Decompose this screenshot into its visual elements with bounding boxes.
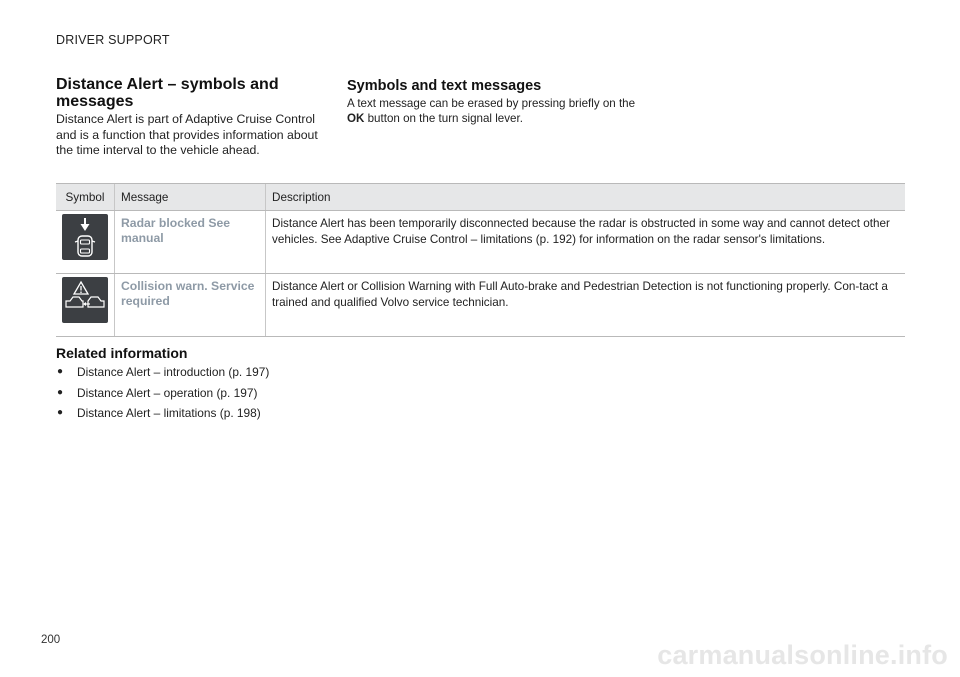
table-row xyxy=(56,211,905,274)
related-link-introduction[interactable]: Distance Alert – introduction (p. 197) xyxy=(77,365,270,379)
bullet-icon: ● xyxy=(57,366,64,377)
message-text: Radar blocked See manual xyxy=(121,216,231,245)
column-header-description: Description xyxy=(266,184,906,211)
related-heading: Related information xyxy=(56,345,188,361)
section-header: DRIVER SUPPORT xyxy=(56,33,170,47)
watermark: carmanualsonline.info xyxy=(657,640,948,670)
ok-button-label: OK xyxy=(347,112,365,125)
radar-blocked-icon xyxy=(62,214,108,260)
symbol-cell xyxy=(56,274,115,337)
symbols-text xyxy=(347,96,637,126)
list-item[interactable] xyxy=(56,362,456,383)
column-header-symbol: Symbol xyxy=(56,184,115,211)
column-header-message: Message xyxy=(115,184,266,211)
table-row xyxy=(56,274,905,337)
collision-warning-icon xyxy=(62,277,108,323)
intro-text: Distance Alert is part of Adaptive Cruise Control and is a function that provides information about the time interval to the vehicle ahead. xyxy=(56,112,318,158)
symbols-heading: Symbols and text messages xyxy=(347,78,542,94)
messages-table xyxy=(56,183,905,337)
related-list xyxy=(56,362,456,424)
related-information xyxy=(56,345,456,424)
related-link-limitations[interactable]: Distance Alert – limitations (p. 198) xyxy=(77,406,261,420)
message-cell xyxy=(115,274,266,337)
message-cell xyxy=(115,211,266,274)
symbol-cell xyxy=(56,211,115,274)
description-cell: Distance Alert has been temporarily disconnected because the radar is obstructed in some way and cannot detect other vehicles. See Adaptive Cruise Control – limitations (p. 192) for information on the radar sensor's limitations. xyxy=(266,211,906,274)
message-text: Collision warn. Service required xyxy=(121,279,255,308)
bullet-icon: ● xyxy=(57,386,64,398)
description-cell: Distance Alert or Collision Warning with Full Auto-brake and Pedestrian Detection is not functioning properly. Con-tact a trained and qualified Volvo service technician. xyxy=(266,274,906,337)
list-item[interactable] xyxy=(56,383,456,404)
list-item[interactable] xyxy=(56,403,456,424)
page-title: Distance Alert – symbols and messages xyxy=(56,76,279,110)
related-link-operation[interactable]: Distance Alert – operation (p. 197) xyxy=(77,385,258,400)
symbols-text-after: button on the turn signal lever. xyxy=(364,112,523,125)
page-number: 200 xyxy=(41,634,61,646)
symbols-text-before: A text message can be erased by pressing briefly on the xyxy=(347,97,636,110)
intro-section xyxy=(56,76,326,159)
bullet-icon: ● xyxy=(57,407,64,418)
table-header-row xyxy=(56,184,905,211)
symbols-section xyxy=(347,79,637,126)
